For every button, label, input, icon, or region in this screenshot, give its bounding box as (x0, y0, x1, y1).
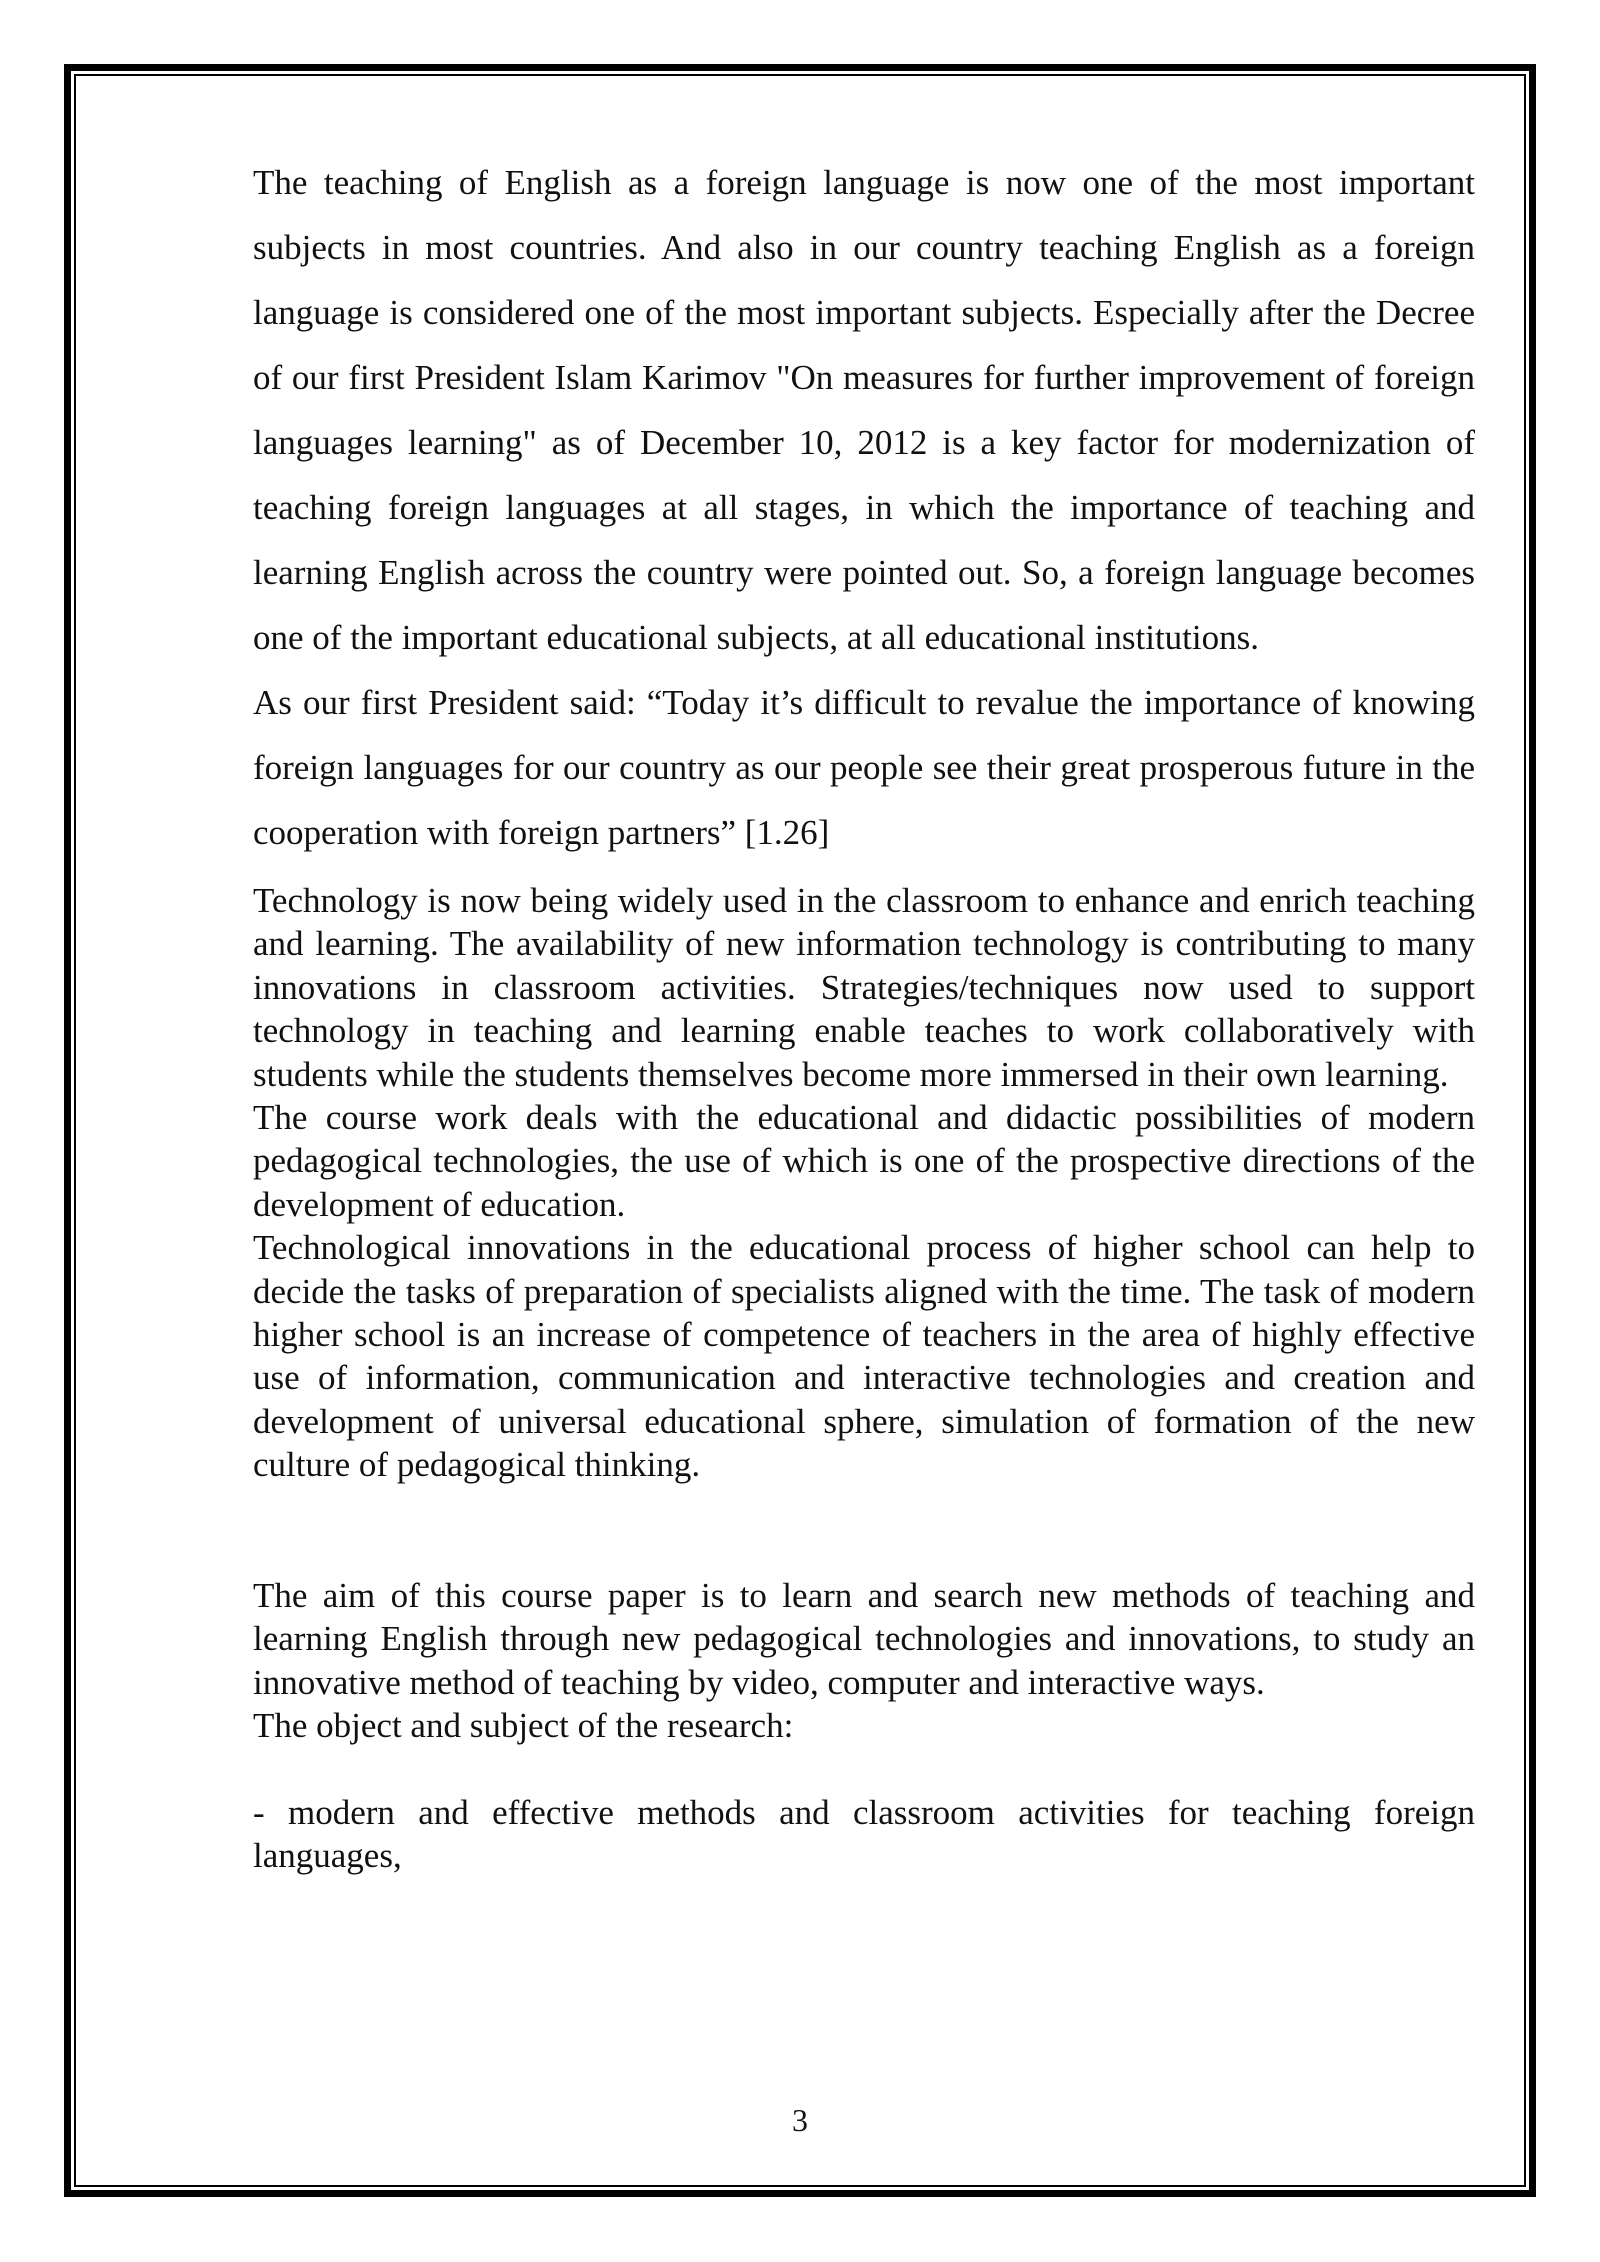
paragraph-innovations: Technological innovations in the educational process of higher school can help to decide the tasks of preparation of specialists aligned with the time. The task of modern higher school is an increase of competence of teachers in the area of highly effective use of information, communication and interactive technologies and creation and development of universal educational sphere, simulation of formation of the new culture of pedagogical thinking. (253, 1228, 1475, 1485)
list-item: - modern and effective methods and classroom activities for teaching foreign languages, (253, 1792, 1475, 1876)
paragraph-intro: The teaching of English as a foreign language is now one of the most important subjects in most countries. And also in our country teaching English as a foreign language is considered one of the most important subjects. Especially after the Decree of our first President Islam Karimov "On measures for further improvement of foreign languages learning" as of December 10, 2012 is a key factor for modernization of teaching foreign languages at all stages, in which the importance of teaching and learning English across the country were pointed out. So, a foreign language becomes one of the important educational subjects, at all educational institutions. (253, 163, 1475, 657)
paragraph-technology: Technology is now being widely used in the classroom to enhance and enrich teaching and learning. The availability of new information technology is contributing to many innovations in classroom activities. Strategies/techniques now used to support technology in teaching and learning enable teaches to work collaboratively with students while the students themselves become more immersed in their own learning. (253, 881, 1475, 1094)
page-number: 3 (792, 2102, 808, 2138)
document-body (253, 150, 1475, 1878)
paragraph-aim: The aim of this course paper is to learn and search new methods of teaching and learning English through new pedagogical technologies and innovations, to study an innovative method of teaching by video, computer and interactive ways. (253, 1575, 1475, 1702)
blank-line (253, 1747, 1475, 1790)
paragraph-course-work: The course work deals with the educational and didactic possibilities of modern pedagogical technologies, the use of which is one of the prospective directions of the development of education. (253, 1098, 1475, 1224)
paragraph-president-quote: As our first President said: “Today it’s difficult to revalue the importance of knowing foreign languages for our country as our people see their great prosperous future in the cooperation with foreign partners” [1.26] (253, 683, 1475, 852)
paragraph-object-heading: The object and subject of the research: (253, 1705, 794, 1745)
